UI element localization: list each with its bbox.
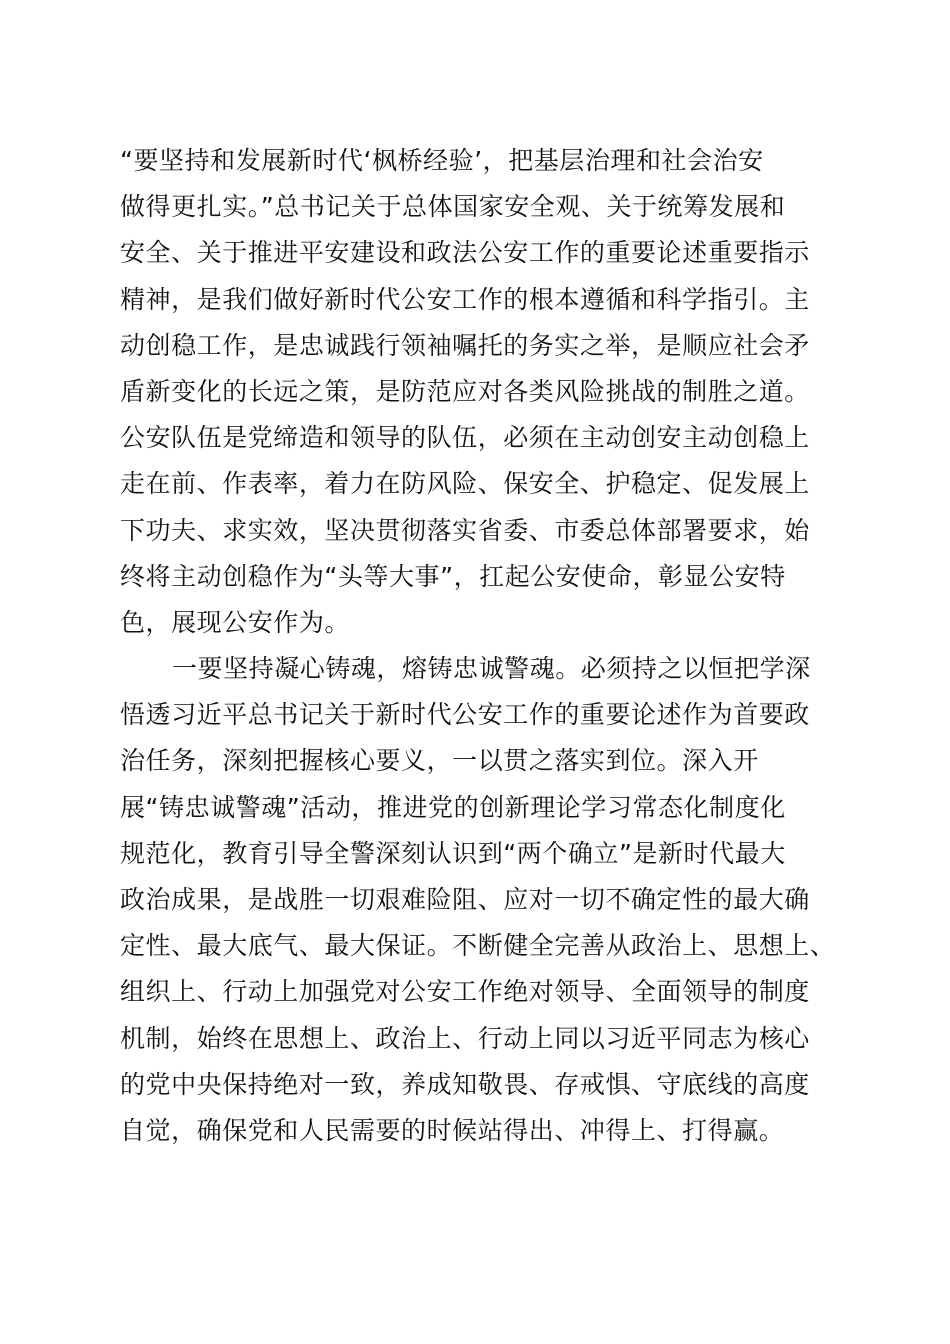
paragraph-1 <box>120 138 860 646</box>
paragraph-line: 色，展现公安作为。 <box>120 607 350 637</box>
paragraph-line: 机制，始终在思想上、政治上、行动上同以习近平同志为核心 <box>120 1023 810 1053</box>
paragraph-2 <box>120 646 860 1154</box>
paragraph-line: 下功夫、求实效，坚决贯彻落实省委、市委总体部署要求，始 <box>120 515 810 545</box>
paragraph-line: 盾新变化的长远之策，是防范应对各类风险挑战的制胜之道。 <box>120 376 810 406</box>
paragraph-line: 动创稳工作，是忠诚践行领袖嘱托的务实之举，是顺应社会矛 <box>120 330 810 360</box>
paragraph-line: “要坚持和发展新时代‘枫桥经验’，把基层治理和社会治安 <box>120 146 764 175</box>
paragraph-line: 公安队伍是党缔造和领导的队伍，必须在主动创安主动创稳上 <box>120 423 810 453</box>
paragraph-line: 治任务，深刻把握核心要义，一以贯之落实到位。深入开 <box>120 746 759 776</box>
paragraph-line: 悟透习近平总书记关于新时代公安工作的重要论述作为首要政 <box>120 700 810 730</box>
paragraph-line: 政治成果，是战胜一切艰难险阻、应对一切不确定性的最大确 <box>120 885 810 914</box>
paragraph-line: 规范化，教育引导全警深刻认识到“两个确立”是新时代最大 <box>120 838 786 868</box>
paragraph-line: 一要坚持凝心铸魂，熔铸忠诚警魂。必须持之以恒把学深 <box>172 654 811 684</box>
paragraph-line: 做得更扎实。”总书记关于总体国家安全观、关于统筹发展和 <box>120 192 786 222</box>
paragraph-line: 的党中央保持绝对一致，养成知敬畏、存戒惧、守底线的高度 <box>120 1069 810 1099</box>
paragraph-line: 展“铸忠诚警魂”活动，推进党的创新理论学习常态化制度化 <box>120 792 786 822</box>
paragraph-line: 组织上、行动上加强党对公安工作绝对领导、全面领导的制度 <box>120 977 810 1007</box>
paragraph-line: 安全、关于推进平安建设和政法公安工作的重要论述重要指示 <box>120 238 810 268</box>
paragraph-line: 自觉，确保党和人民需要的时候站得出、冲得上、打得赢。 <box>120 1115 785 1145</box>
document-body <box>120 138 860 1154</box>
paragraph-line: 精神，是我们做好新时代公安工作的根本遵循和科学指引。主 <box>120 284 810 314</box>
paragraph-line: 走在前、作表率，着力在防风险、保安全、护稳定、促发展上 <box>120 469 810 499</box>
paragraph-line: 终将主动创稳作为“头等大事”，扛起公安使命，彰显公安特 <box>120 561 786 591</box>
paragraph-line: 定性、最大底气、最大保证。不断健全完善从政治上、思想上、 <box>120 931 836 961</box>
